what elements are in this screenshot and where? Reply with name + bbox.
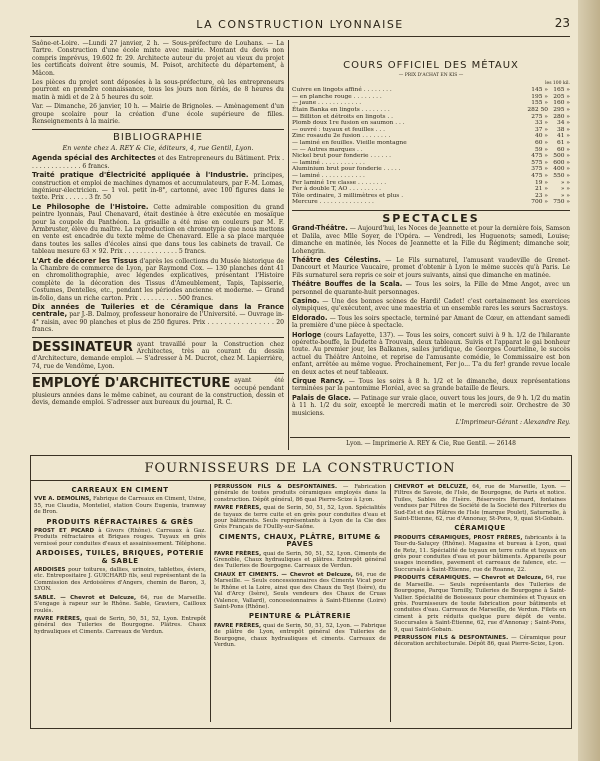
spectacle-item: [292, 298, 570, 313]
metal-name: — ouvré : tuyaux et feuilles . . .: [292, 126, 386, 133]
metal-price: 475 »: [531, 153, 548, 160]
fournisseurs-title: FOURNISSEURS DE LA CONSTRUCTION: [144, 461, 456, 476]
bibliographie-title: BIBLIOGRAPHIE: [32, 129, 284, 141]
supplier-name: CHEVROT et DELCUZE,: [394, 484, 469, 490]
metal-price: 700 »: [531, 199, 548, 206]
supplier-text: fabricants à la Tour-du-Saluçey (Rhône). Magasins et bureau à Lyon, quai de Retz, 11. Spécialité de tuyaux en terre cuite et tuyaux en grès pour conduites d'eau et pour bâtiments. Appareils pour usages incendies, pavement et carreaux de faïence, etc. — Succursale à Saint-Étienne, rue de Roanne, 22.: [394, 534, 566, 573]
metal-row: [292, 147, 570, 154]
spectacle-item: [292, 378, 570, 393]
metal-price: 280 »: [553, 113, 570, 120]
fournisseurs-col-2: [214, 484, 386, 650]
metal-price: 60 »: [535, 139, 548, 146]
metal-name: Mercure . . . . . . . . . . . . . . .: [292, 199, 374, 206]
metal-price: 275 »: [531, 113, 548, 120]
supplier-ad: [34, 595, 206, 614]
category-heading: PRODUITS RÉFRACTAIRES & GRÈS: [46, 517, 194, 526]
column-divider: [288, 40, 289, 450]
spectacle-text: — Tous les soirs à 8 h. 1/2 et le dimanche, deux représentations terminées par la pantomime Floréal, avec sa grande bataille de fleurs.: [292, 378, 570, 393]
metal-price: 40 »: [535, 133, 548, 140]
metal-name: Fer laminé 1re classe . . . . . . . .: [292, 179, 387, 186]
metal-name: Tôle ordinaire, 3 millimètres et plus .: [292, 192, 404, 199]
supplier-ad: [214, 572, 386, 610]
gerant-line: L'Imprimeur-Gérant : Alexandre Rey.: [455, 419, 570, 427]
metal-row: [292, 160, 570, 167]
supplier-text: 64, rue de Marseille. S'engage à rapeur sur le Rhône. Sable, Graviers, Cailloux roulés.: [34, 594, 207, 614]
metal-price: 60 »: [557, 146, 570, 153]
supplier-ad: [34, 616, 206, 635]
ad-employe: EMPLOYÉ D'ARCHITECTURE ayant été occupé pendant plusieurs années dans le même cabinet, au courant de la construction, dessin et devis, demande emploi. S'adresser aux bureaux du journal, R. C.: [32, 373, 284, 407]
metal-price: 160 »: [553, 100, 570, 107]
category-heading: CARREAUX EN CIMENT: [71, 486, 169, 494]
metal-row: [292, 114, 570, 121]
spectacle-name: Eldorado.: [292, 313, 328, 322]
metal-row: [292, 173, 570, 180]
metals-subtitle: — PRIX D'ACHAT EN KIS —: [398, 73, 464, 79]
supplier-ad: [394, 484, 566, 522]
spectacle-name: Cirque Rancy.: [292, 377, 345, 386]
spectacle-text: — Tous les soirs spectacle, terminé par Amant de Cœur, en attendant samedi la première d'une pièce à spectacle.: [292, 314, 570, 330]
column-divider: [390, 484, 391, 722]
supplier-name: PRODUITS CÉRAMIQUES, PROST FRÈRES,: [394, 534, 523, 541]
page-number: 23: [554, 16, 570, 30]
metal-row: [292, 193, 570, 200]
metal-price: 37 »: [535, 126, 548, 133]
book-item: Dix années de Tuileries et de Céramique dans la France centrale, par J.-B. Dalmoy, professeur honoraire de l'Université. — Ouvrage in-4° raisin, avec 90 planches et plus de 250 figures. Prix . . . . . . . . . . . . . . . . 20 francs.: [32, 303, 284, 334]
metal-price: » »: [560, 192, 570, 199]
metal-name: Aluminium brut pour fonderie . . . . .: [292, 166, 401, 173]
supplier-text: quai de Serin, 50, 51, 52, Lyon. Ciments de Grenoble, Chaux hydrauliques et plâtres. Entrepôt général des Tuileries de Bourgogne. Carreaux de Verdun.: [214, 550, 387, 570]
spectacle-item: [292, 332, 570, 376]
supplier-ad: [214, 623, 386, 649]
spectacle-name: Théâtre des Célestins.: [292, 255, 381, 264]
notice-saone: Saône-et-Loire. —Lundi 27 janvier, 2 h. — Sous-préfecture de Louhans. — La Tartre. Construction d'une école mixte avec mairie. Montant du devis non compris imprévus, 19.602 fr. 29. Architecte auteur du projet au vieux du projet les certificats doivent être soumis, M. Poisot, architecte du département, à Mâcon.: [32, 40, 284, 77]
metal-name: Nickel brut pour fonderie . . . . . .: [292, 153, 392, 160]
spectacles-list: [292, 225, 570, 417]
metal-name: — laminé . . . . . . . . . . . .: [292, 172, 365, 179]
metal-name: — — Autres marques . .: [292, 146, 363, 153]
metal-name: — Billiton et détroits en lingots . .: [292, 113, 393, 120]
spectacle-text: — Aujourd'hui, les Noces de Jeannette et pour la dernière fois, Samson et Dalila, avec Mlle Soyer, de l'Opéra. — Vendredi, les Huguenots; samedi, Louise; dimanche en matinée, les Noces de Jeannette et la Fille du Régiment; dimanche soir, Lohengrin.: [292, 225, 570, 255]
spectacle-name: Casino.: [292, 296, 320, 305]
metal-price: 21 »: [535, 186, 548, 193]
metal-row: [292, 199, 570, 206]
supplier-ad: [394, 635, 566, 648]
spectacles-title: SPECTACLES: [382, 211, 480, 225]
metal-row: [292, 166, 570, 173]
metal-price: 155 »: [531, 100, 548, 107]
book-item: Traité pratique d'Électricité appliquée à l'Industrie. principes, construction et emploi de machines dynamos et accumulateurs, par F.-M. Lomas, ingénieur-électricien. — 1 vol. petit in-8°, cartonné, avec 100 figures dans le texte. Prix . . . . . . 3 fr. 50: [32, 171, 285, 202]
page-header: [30, 18, 570, 36]
metal-price: 282 50: [527, 107, 548, 113]
category-heading: CIMENTS, CHAUX, PLÂTRE, BITUME & PAVES: [219, 532, 381, 549]
fournisseurs-col-1: [34, 484, 206, 637]
spectacle-text: — Patinage sur vraie glace, ouvert tous les jours, de 9 h. 1/2 du matin à 11 h. 1/2 du soir, excepté le mercredi matin et le mercredi soir. Orchestre de 30 musiciens.: [292, 394, 570, 417]
metal-price: 165 »: [553, 87, 570, 94]
footer-rule: [290, 437, 570, 438]
metal-price: 38 »: [557, 126, 570, 133]
metal-price: 575 »: [531, 159, 548, 166]
metal-name: Cuivre en lingots affiné . . . . . . . .: [292, 87, 392, 94]
supplier-ad: [394, 535, 566, 573]
category-heading: PEINTURE & PLÂTRERIE: [248, 612, 352, 621]
metal-name: — en planche rouge . . . . . . . .: [292, 93, 382, 100]
supplier-name: PRODUITS CÉRAMIQUES. — Chevrot et Delcuze,: [394, 575, 544, 582]
metal-name: — jaune . . . . . . . . . . . .: [292, 100, 362, 107]
metal-price: » »: [560, 186, 570, 193]
spectacle-text: — Tous les soirs, la Fille de Mme Angot, avec un personnel de quarante-huit personnages.: [292, 281, 570, 296]
fournisseurs-col-3: [394, 484, 566, 650]
supplier-text: quai de Serin, 50, 51, 52, Lyon. Spécialités de tuyaux de terre cuite et en grès pour conduites d'eau et pour bâtiments. Seuls représentants à Lyon de la Cie des Grès Français de l'Oullly-sur-Saône.: [214, 505, 386, 531]
supplier-text: quai de Serin, 50, 51, 52, Lyon. — Fabrique de plâtre de Lyon, entrepôt général des Tuileries de Bourgogne, chaux hydrauliques et ciments. Carreaux de Verdun.: [214, 622, 386, 648]
supplier-name: SABLE. — Chevrot et Delcuze,: [34, 594, 137, 601]
supplier-ad: [394, 575, 566, 633]
fournisseurs-rule: [30, 480, 570, 481]
book-item: L'Art de décorer les Tissus d'après les collections du Musée historique de la Chambre de commerce de Lyon, par Raymond Cox. — 130 planches dont 41 en chromolithographie, avec légendes explicatives, présentant l'Histoire complète de la décoration des Tissus d'Ameublement, Tapis, Tapisserie, Costumes, Dentelles, etc., pendant les périodes ancienne et moderne. — Grand in-folio, dans un riche carton. Prix . . . . . . . . . . 500 francs.: [32, 256, 285, 302]
supplier-text: quai de Serin, 50, 51, 52, Lyon. Entrepôt général des Tuileries de Bourgogne. Plâtres. Chaux hydrauliques et Ciments. Carreaux de Verdun.: [34, 615, 207, 635]
spectacle-name: Grand-Théâtre.: [292, 224, 348, 233]
supplier-text: à Givors (Rhône). Carreaux à Gaz. Produits réfractaires et Briques rouges. Tuyaux en grès vernissé pour conduites d'eaux et assainissement. Téléphone.: [34, 528, 207, 547]
metal-name: Plomb doux 1re fusion en saumon . . .: [292, 120, 405, 127]
supplier-text: Fabrique de Carreaux en Ciment, Usine, 55, rue Claudia, Monteliel, station Cours Eugenia, tramway de Bron.: [34, 496, 206, 516]
left-column: [32, 40, 284, 407]
metals-title: COURS OFFICIEL DES MÉTAUX: [343, 60, 519, 71]
supplier-name: FAVRE FRÈRES,: [34, 615, 82, 622]
metal-price: 550 »: [553, 172, 570, 179]
supplier-ad: [214, 551, 386, 570]
metal-price: 295 »: [553, 107, 570, 113]
page-title: LA CONSTRUCTION LYONNAISE: [196, 18, 404, 31]
metal-price: 205 »: [553, 93, 570, 100]
category-heading: CÉRAMIQUE: [454, 524, 506, 533]
metal-row: [292, 107, 570, 114]
metal-price: 500 »: [553, 153, 570, 160]
notice-pieces: Les pièces du projet sont déposées à la sous-préfecture, où les entrepreneurs pourront en prendre connaissance, tous les jours non fériés, de 8 heures du matin à midi et de 2 à 5 heures du soir.: [32, 79, 284, 101]
metals-unit: les 100 kil.: [545, 80, 570, 86]
metal-row: [292, 87, 570, 94]
supplier-text: 64, rue de Marseille, Lyon. — Filtres de Savoie, de l'Isle, de Bourgogne, de Paris et notice. Tuiles, Sables de l'Isère. Réservoirs Bernard, fontaines vendues par Filtres de Société de la Société des Filtreries du Sud-Est et des Plâtres de l'Isle (marque Poulet), Saturnelle, à Saint-Etienne, 62, rue d'Annonay, St-Pons, 9, quai St-Gobain.: [394, 484, 567, 523]
metal-price: 33 »: [535, 120, 548, 127]
metal-row: [292, 140, 570, 147]
supplier-name: FAVRE FRÈRES,: [214, 550, 262, 557]
metal-name: — laminé en feuilles. Vieille montagne: [292, 139, 407, 146]
metal-row: [292, 120, 570, 127]
supplier-text: pour toitures, dallies, urinoirs, tablettes, éviers, etc. Entrepositaire J. GUICHARD fils, seul représentant de la Commission des Ardoisières d'Angers, chemin de Baron, 3, LYON.: [34, 567, 206, 593]
book-item: Le Philosophe de l'Histoire. Cette admirable composition du grand peintre lyonnais, Paul Chenavard, était destinée à être exécutée en mosaïque pour la coupole du Panthéon. La grisaille a été mise en couleurs par M. F. Armbruster, élève du maître. La reproduction en chromotypie que nous mettons en vente est encadrée du texte même de Chenavard. Elle a sa place marquée dans toutes les salles d'écoles ainsi que dans tous les cabinets de travail. Ce tableau mesure 63 × 92. Prix . . . . . . . . . . . . . . 5 francs.: [32, 202, 284, 256]
spectacle-name: Horloge: [292, 330, 322, 339]
imprint-footer: Lyon. — Imprimerie A. REY & Cie, Rue Gentil. — 26148: [346, 440, 516, 447]
metal-price: 600 »: [553, 159, 570, 166]
supplier-text: 64, rue de Marseille. — Seuls représentants des Tuileries de Bourgogne, Parque Tornilly, Tuileries de Bourgogne à Saint-Vallier. Spécialité de Boisseaux pour cheminées et Tuyaux en grès. Fournisseurs de toute fabrication pour bâtiments et conduites d'eau. Carreaux de Marseille, de Verdun. Filets en ciment à prix réduits quelque pure dépôt de vente. Succursales à Saint-Étienne, 62, rue d'Annonay ; Saint-Pons, 9, quai Saint-Gobain.: [394, 575, 567, 633]
metals-table: [292, 87, 570, 206]
ad-dessinateur: DESSINATEUR ayant travaillé pour la Construction chez Architectes, très au courant du dessin d'Architecture, demande emploi. — S'adresser à M. Ducrot, chez M. Lapierrière, 74, rue de Vendôme, Lyon.: [32, 337, 284, 371]
spectacle-item: [292, 257, 570, 279]
category-heading: ARDOISES, TUILES, BRIQUES, POTERIE & SABLE: [36, 549, 204, 565]
supplier-text: 64, rue de Marseille. — Seuls concessionnaires des Ciments Vicat pour le Rhône et la Loire, ainsi que des Chaux du Teyl (Isère), du Val d'Arcy (Isère), Seuls vendeurs des Chaux de Cruas (Valence, Vallard), concessionnaires à Saint-Étienne (Loire) Saint-Pons (Rhône).: [214, 571, 387, 610]
metal-price: 400 »: [553, 166, 570, 173]
bibliographie-subtitle: En vente chez A. REY & Cie, éditeurs, 4, rue Gentil, Lyon.: [62, 143, 254, 152]
header-rule: [30, 36, 570, 37]
supplier-name: CHAUX ET CIMENTS. — Chevrot et Delcuze,: [214, 571, 353, 578]
metal-price: 59 »: [535, 146, 548, 153]
metal-price: 475 »: [531, 172, 548, 179]
spectacle-text: — Une des bonnes scènes de Hardi! Cadet! c'est certainement les exercices olympiques, qu'exécutent, avec une maestria et un ensemble rares les sœurs Sacrastoys.: [292, 297, 570, 313]
spectacle-name: Palais de Glace.: [292, 393, 351, 402]
metal-price: 375 »: [531, 166, 548, 173]
metal-row: [292, 100, 570, 107]
supplier-name: FAVRE FRÈRES,: [214, 505, 262, 512]
spectacle-text: — Le Fils surnaturel, l'amusant vaudeville de Grenet-Dancourt et Maurice Vaucaire, promet d'obtenir à Lyon le même succès qu'à Paris. Le Fils surnaturel sera repris ce soir et jours suivants, ainsi que dimanche en matinée.: [292, 256, 571, 279]
column-divider: [210, 484, 211, 722]
metal-row: [292, 94, 570, 101]
supplier-name: PROST ET PICARD: [34, 528, 95, 535]
supplier-name: FAVRE FRÈRES,: [214, 622, 262, 629]
metal-name: Étain Banka en lingots . . . . . . . .: [292, 107, 390, 113]
supplier-ad: [34, 567, 206, 593]
metal-price: 195 »: [531, 93, 548, 100]
spectacle-item: [292, 225, 570, 255]
supplier-ad: [34, 528, 206, 547]
supplier-ad: [214, 505, 386, 531]
supplier-text: — Fabrication générale de toutes produits céramiques employés dans la construction. Dépôt général, 86 quai Pierre-Scize à Lyon.: [214, 484, 387, 503]
metal-name: — laminé . . . . . . . . . . . .: [292, 159, 365, 166]
supplier-name: PERRUSSON FILS & DESFONTAINES.: [394, 634, 509, 641]
supplier-name: VVE A. DEMOLINS,: [34, 496, 92, 503]
metal-price: 41 »: [557, 133, 570, 140]
metal-price: 145 »: [531, 87, 548, 94]
metal-price: 750 »: [553, 199, 570, 206]
book-spine: [578, 0, 600, 761]
supplier-ad: [214, 484, 386, 503]
metal-name: Zinc rosaudu 2e fusion . . . . . . . .: [292, 133, 391, 140]
metal-row: [292, 133, 570, 140]
supplier-name: ARDOISES: [34, 567, 66, 574]
notice-var: Var. — Dimanche, 26 janvier, 10 h. — Mairie de Brignoles. — Amènagement d'un groupe scolaire pour la création d'une école supérieure de filles. Renseignements à la mairie.: [32, 103, 284, 126]
metal-price: 61 »: [557, 139, 570, 146]
metal-price: » »: [560, 179, 570, 186]
spectacle-item: [292, 315, 570, 330]
supplier-text: — Céramique pour décoration architecturale. Dépôt 86, quai Pierre-Scize, Lyon.: [394, 634, 566, 648]
metal-price: 34 »: [557, 120, 570, 127]
supplier-name: PERRUSSON FILS & DESFONTAINES.: [214, 484, 338, 490]
metal-price: 19 »: [535, 179, 548, 186]
spectacle-name: Théâtre Bouffes de la Scala.: [292, 280, 403, 289]
supplier-ad: [34, 496, 206, 515]
spectacle-item: [292, 281, 570, 296]
spectacle-item: [292, 395, 570, 417]
metal-row: [292, 153, 570, 160]
metal-row: [292, 186, 570, 193]
metal-price: 23 »: [535, 192, 548, 199]
metal-name: Fer à double T, AO . . . . . . . . .: [292, 186, 382, 193]
metal-row: [292, 127, 570, 134]
right-column: [292, 40, 570, 426]
spectacle-text: (cours Lafayette, 137). — Tous les soirs, concert suivi à 9 h. 1/2 de l'hilarante opérette-bouffe, la Dudette à Trouvain, deux tableaux. Suivis et l'apparat le gai bonheur toute. Au premier jour, les Balkanes, sailes juridique, de Georges Courteline, le succès actuel du Théâtre Antoine, et reprise de l'amusante comédie, le Commissaire est bon enfant, arrêtée au même vogue. Prochainement, Fer jo... T'a du fer! grande revue locale en deux actes et neuf tableaux.: [292, 331, 571, 376]
book-item: Agenda spécial des Architectes et des Entrepreneurs du Bâtiment. Prix . . . . . . . . . . . . . . 6 francs.: [32, 154, 285, 170]
